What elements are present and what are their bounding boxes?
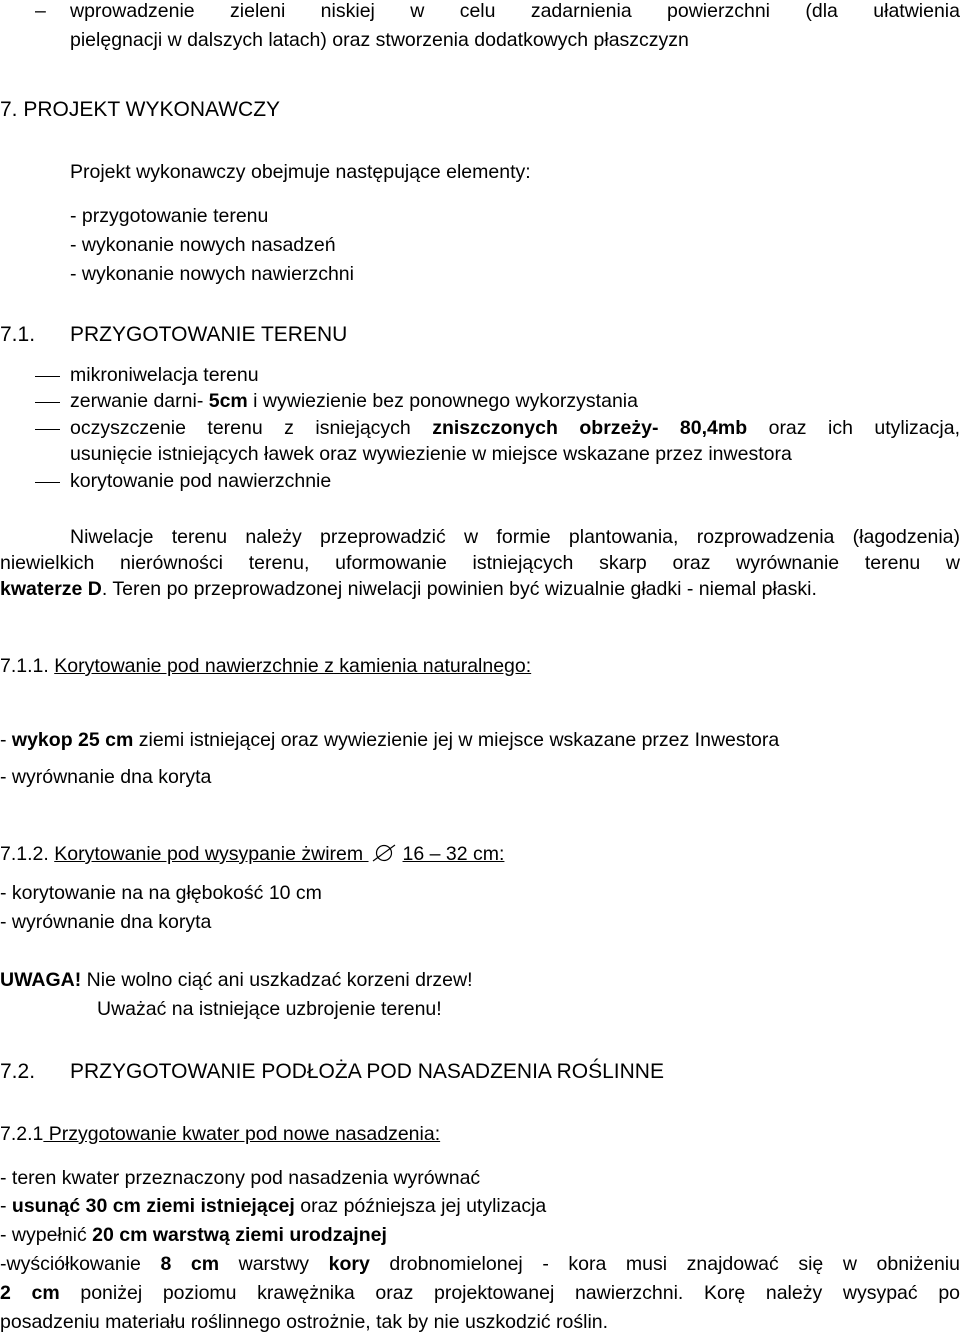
bullet-korytowanie: korytowanie pod nawierzchnie	[70, 470, 332, 492]
section-7-1-2-title: Korytowanie pod wysypanie żwirem 16 – 32 cm:	[54, 843, 505, 865]
kwater-line-2: - usunąć 30 cm ziemi istniejącej oraz późniejsza jej utylizacja	[0, 1195, 547, 1217]
section-7-item: - przygotowanie terenu	[70, 205, 269, 227]
section-7-2-heading: PRZYGOTOWANIE PODŁOŻA POD NASADZENIA ROŚLINNE	[70, 1060, 664, 1083]
kwater-line-6: posadzeniu materiału roślinnego ostrożnie, tak by nie uszkodzić roślin.	[0, 1311, 609, 1333]
warning-line-1: UWAGA! Nie wolno ciąć ani uszkadzać korzeni drzew!	[0, 969, 473, 991]
bullet-dash-icon	[35, 402, 60, 403]
section-7-1-heading: PRZYGOTOWANIE TERENU	[70, 323, 348, 346]
bullet-zerwanie-darni: zerwanie darni- 5cm i wywiezienie bez ponownego wykorzystania	[70, 390, 638, 412]
section-7-item: - wykonanie nowych nasadzeń	[70, 234, 336, 256]
section-7-2-number: 7.2.	[0, 1060, 36, 1083]
kwater-line-4: -wyściółkowanie 8 cm warstwy kory drobnomielonej - kora musi znajdować się w obniżeniu	[0, 1253, 960, 1275]
section-7-1-2-heading: 7.1.2. Korytowanie pod wysypanie żwirem 16 – 32 cm:	[0, 843, 505, 865]
warning-line-2: Uważać na istniejące uzbrojenie terenu!	[97, 998, 442, 1020]
section-7-1-number: 7.1.	[0, 323, 36, 346]
bullet-dash-icon	[35, 376, 60, 377]
wykop-line: - wykop 25 cm ziemi istniejącej oraz wywiezienie jej w miejsce wskazane przez Inwestora	[0, 729, 780, 751]
diameter-icon	[369, 842, 399, 860]
intro-line-2: pielęgnacji w dalszych latach) oraz stworzenia dodatkowych płaszczyzn	[70, 29, 689, 51]
niwelacja-paragraph-line-1: Niwelacje terenu należy przeprowadzić w formie plantowania, rozprowadzenia (łagodzenia)	[70, 526, 960, 548]
niwelacja-paragraph-line-2: niewielkich nierówności terenu, uformowanie istniejących skarp oraz wyrównanie terenu w	[0, 552, 960, 574]
bullet-oczyszczenie: oczyszczenie terenu z isniejących zniszczonych obrzeży- 80,4mb oraz ich utylizacja,	[70, 417, 960, 439]
section-7-2-1-heading: 7.2.1 Przygotowanie kwater pod nowe nasadzenia:	[0, 1123, 441, 1145]
section-7-1-1-heading: 7.1.1. Korytowanie pod nawierzchnie z kamienia naturalnego:	[0, 655, 532, 677]
wyrownanie-line: - wyrównanie dna koryta	[0, 766, 212, 788]
bullet-dash-icon	[35, 482, 60, 483]
section-7-item: - wykonanie nowych nawierzchni	[70, 263, 354, 285]
section-7-heading: 7. PROJEKT WYKONAWCZY	[0, 98, 281, 121]
kwater-line-5: 2 cm poniżej poziomu krawężnika oraz projektowanej nawierzchni. Korę należy wysypać po	[0, 1282, 960, 1304]
bullet-oczyszczenie-cont: usunięcie istniejących ławek oraz wywiezienie w miejsce wskazane przez inwestora	[70, 443, 792, 465]
intro-line-1: wprowadzenie zieleni niskiej w celu zadarnienia powierzchni (dla ułatwienia	[70, 0, 960, 22]
korytowanie-depth-line: - korytowanie na na głębokość 10 cm	[0, 882, 322, 904]
niwelacja-paragraph-line-3: kwaterze D. Teren po przeprowadzonej niwelacji powinien być wizualnie gładki - niemal płaski.	[0, 578, 817, 600]
bullet-dash-icon	[35, 429, 60, 430]
kwater-line-3: - wypełnić 20 cm warstwą ziemi urodzajnej	[0, 1224, 387, 1246]
intro-dash-icon: –	[35, 0, 46, 22]
kwater-line-1: - teren kwater przeznaczony pod nasadzenia wyrównać	[0, 1167, 481, 1189]
bullet-mikroniwelacja: mikroniwelacja terenu	[70, 364, 259, 386]
section-7-intro: Projekt wykonawczy obejmuje następujące elementy:	[70, 161, 531, 183]
wyrownanie-line-2: - wyrównanie dna koryta	[0, 911, 212, 933]
